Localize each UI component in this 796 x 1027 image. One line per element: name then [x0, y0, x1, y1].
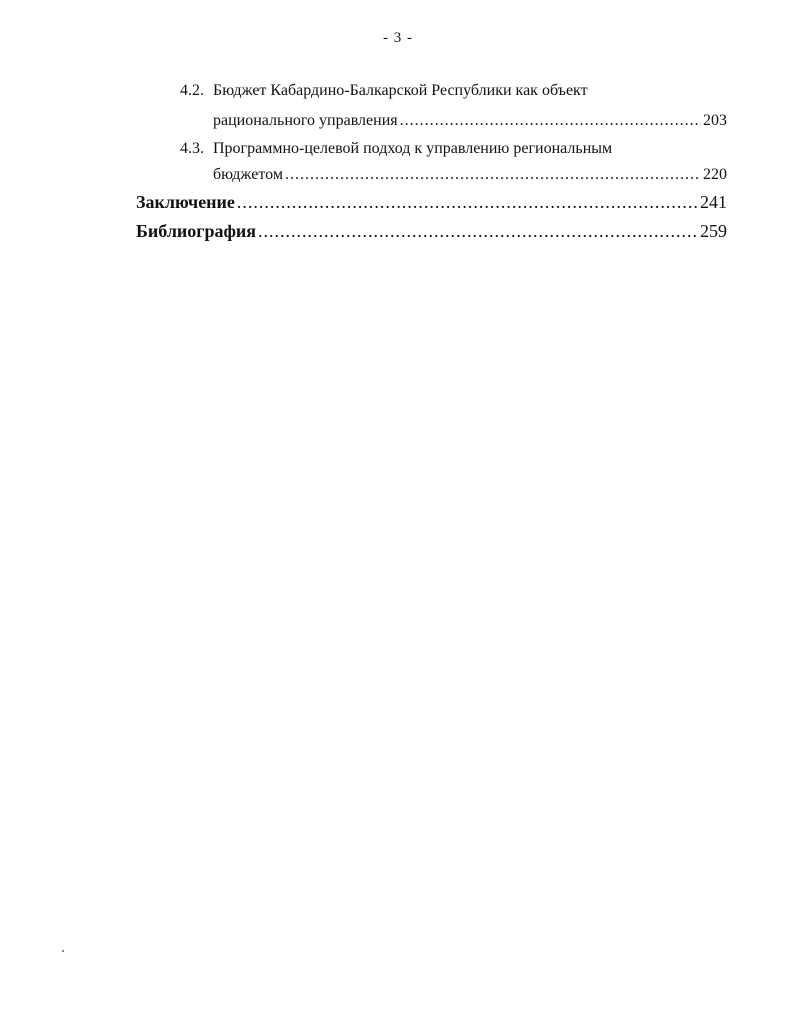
dot-leader — [400, 110, 701, 132]
dot-leader — [237, 191, 698, 213]
toc-item-4-3-heading — [180, 138, 612, 160]
toc-item-number: 4.3. — [180, 140, 204, 157]
toc-item-title-continuation: рационального управления — [213, 112, 398, 129]
toc-page-number: 259 — [700, 221, 727, 241]
toc-item-title-continuation: бюджетом — [213, 166, 283, 183]
toc-item-conclusion — [136, 191, 727, 213]
toc-item-title: Заключение — [136, 192, 235, 212]
toc-item-number: 4.2. — [180, 82, 204, 99]
toc-page-number: 203 — [703, 112, 727, 129]
toc-item-title: Бюджет Кабардино-Балкарской Республики как объект — [213, 82, 588, 99]
scan-speck — [62, 950, 64, 952]
toc-item-4-3-leader-line — [213, 164, 727, 186]
dot-leader — [285, 164, 701, 186]
toc-item-title: Программно-целевой подход к управлению региональным — [213, 140, 613, 157]
toc-item-4-2-leader-line — [213, 110, 727, 132]
toc-page-number: 220 — [703, 166, 727, 183]
toc-item-title: Библиография — [136, 221, 257, 241]
toc-item-bibliography — [136, 220, 727, 242]
page-number: - 3 - — [383, 30, 413, 46]
toc-page-number: 241 — [700, 192, 727, 212]
toc-item-4-2-heading — [180, 80, 588, 102]
dot-leader — [258, 220, 698, 242]
